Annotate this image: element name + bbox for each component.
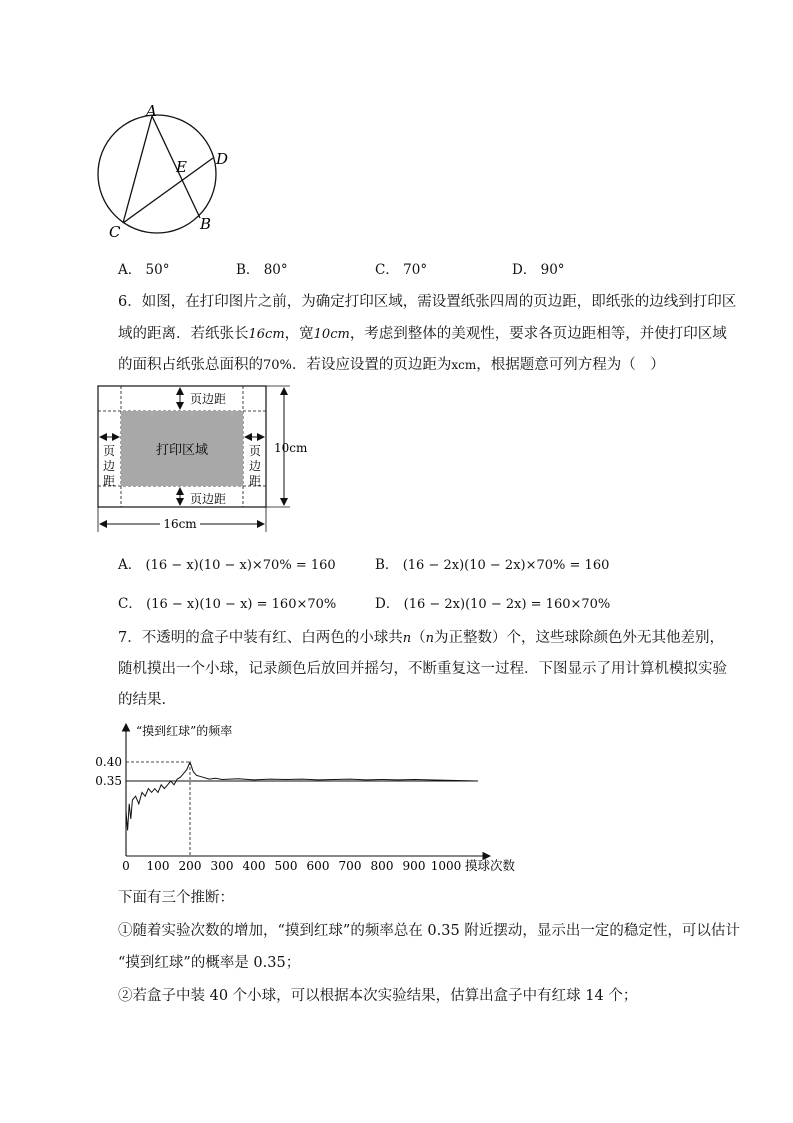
q5-option-c: C． 70° [375, 262, 428, 278]
x-tick-label: 700 [338, 859, 362, 873]
q7-line-2: 随机摸出一个小球，记录颜色后放回并摇匀，不断重复这一过程．下图显示了用计算机模拟实验 [118, 661, 727, 677]
y-tick-label: 0.40 [95, 755, 122, 769]
q6-line-2: 域的距离．若纸张长16cm，宽10cm，考虑到整体的美观性，要求各页边距相等，并使打印区域 [118, 326, 727, 342]
label-A: A [146, 102, 157, 120]
q6-option-a: A． (16 − x)(10 − x)×70% = 160 [118, 557, 336, 573]
label-E: E [176, 158, 187, 176]
q6-option-d: D． (16 − 2x)(10 − 2x) = 160×70% [375, 596, 611, 612]
q7-line-3: 的结果． [118, 692, 176, 708]
left-margin-char-3: 距 [102, 474, 116, 488]
bottom-margin-label: 页边距 [190, 492, 227, 506]
y-tick-label: 0.35 [95, 774, 122, 788]
x-axis-label: 摸球次数 [465, 858, 516, 873]
segment-CD [123, 158, 213, 223]
left-margin-char-1: 页 [102, 444, 116, 458]
q7-line-1: 7．不透明的盒子中装有红、白两色的小球共n（n为正整数）个，这些球除颜色外无其他差别， [118, 630, 724, 646]
label-B: B [200, 215, 212, 233]
q5-option-a: A． 50° [118, 262, 170, 278]
x-tick-label: 600 [306, 859, 330, 873]
paper-figure [90, 380, 320, 540]
q6-option-c: C． (16 − x)(10 − x) = 160×70% [118, 596, 337, 612]
q6-line-3: 的面积占纸张总面积的70%．若设应设置的页边距为xcm，根据题意可列方程为（ ） [118, 357, 665, 373]
frequency-chart [92, 718, 532, 876]
q5-option-d: D． 90° [512, 262, 565, 278]
inference-1-line-2: “摸到红球”的概率是 0.35； [118, 955, 301, 971]
x-tick-label: 1000 [430, 859, 462, 873]
x-tick-label: 900 [402, 859, 426, 873]
x-tick-label: 500 [274, 859, 298, 873]
x-tick-label: 800 [370, 859, 394, 873]
x-tick-label: 0 [122, 859, 130, 873]
x-tick-label: 200 [178, 859, 202, 873]
q6-option-b: B． (16 − 2x)(10 − 2x)×70% = 160 [375, 557, 610, 573]
right-margin-char-1: 页 [248, 444, 262, 458]
inferences-intro: 下面有三个推断： [118, 890, 234, 906]
y-axis-label: “摸到红球”的频率 [136, 724, 233, 738]
q5-option-b: B． 80° [236, 262, 288, 278]
top-margin-label: 页边距 [190, 392, 227, 406]
height-label: 10cm [274, 441, 308, 455]
width-label: 16cm [163, 517, 197, 531]
segment-AC [123, 116, 152, 223]
label-C: C [109, 223, 121, 241]
label-D: D [216, 150, 229, 168]
right-margin-char-3: 距 [248, 474, 262, 488]
series-line [126, 762, 478, 830]
inference-2: ②若盒子中装 40 个小球，可以根据本次实验结果，估算出盒子中有红球 14 个； [118, 988, 638, 1004]
inference-1-line-1: ①随着实验次数的增加，“摸到红球”的频率总在 0.35 附近摆动，显示出一定的稳定性，可以估计 [118, 923, 740, 939]
left-margin-char-2: 边 [102, 459, 116, 473]
x-tick-label: 400 [242, 859, 266, 873]
x-tick-label: 300 [210, 859, 234, 873]
circle-figure [90, 100, 250, 245]
x-tick-label: 100 [146, 859, 170, 873]
q6-line-1: 6．如图，在打印图片之前，为确定打印区域，需设置纸张四周的页边距，即纸张的边线到打印区 [118, 294, 737, 310]
print-area-label: 打印区域 [155, 443, 209, 458]
right-margin-char-2: 边 [248, 459, 262, 473]
